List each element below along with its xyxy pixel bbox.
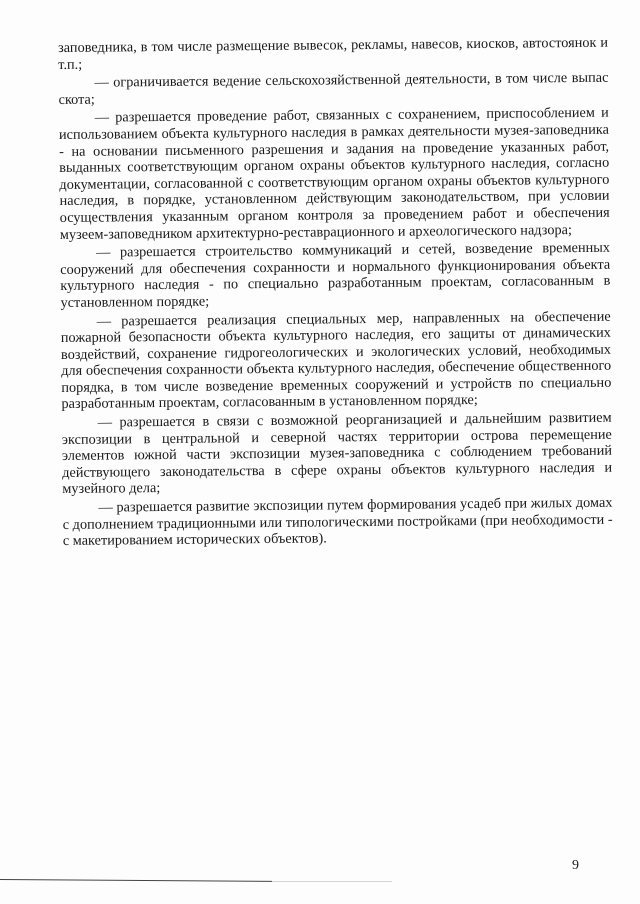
paragraph-continuation: заповедника, в том числе размещение вывесок, рекламы, навесов, киосков, автостоянок и т.п.; [58, 34, 609, 73]
bottom-divider-line [0, 879, 272, 882]
page-number: 9 [572, 858, 579, 873]
paragraph-preservation-works: — разрешается проведение работ, связанных с сохранением, приспособлением и использованием объекта культурного наследия в рамках деятельности музея-заповедника - на основании письменного разрешения и задания на проведение указанных работ, выданных соответствующим органом охраны объектов культурного наследия, согласно документации, согласованной с соответствующим органом охраны объектов культурного наследия, в порядке, установленном действующим законодательством, при условии осуществления указанным органом контроля за проведением работ и обеспечения музеем-заповедником архитектурно-реставрационного и археологического надзора; [58, 105, 610, 243]
body-text [58, 35, 613, 552]
paragraph-fire-safety-measures: — разрешается реализация специальных мер, направленных на обеспечение пожарной безопасности объекта культурного наследия, его защиты от динамических воздействий, сохранение гидрогеологических и экологических условий, необходимых для обеспечения сохранности объекта культурного наследия, обеспечение общественного порядка, в том числе возведение временных сооружений и устройств по специально разработанным проектам, согласованным в установленном порядке; [60, 308, 612, 413]
paragraph-exposition-development: — разрешается развитие экспозиции путем формирования усадеб при жилых домах с дополнением традиционными или типологическими постройками (при необходимости - с макетированием исторических объектов). [62, 494, 613, 550]
paragraph-communications-construction: — разрешается строительство коммуникаций и сетей, возведение временных сооружений для обеспечения сохранности и нормального функционирования объекта культурного наследия - по специально разработанным проектам, согласованным в установленном порядке; [60, 239, 611, 311]
paragraph-exposition-reorganization: — разрешается в связи с возможной реорганизацией и дальнейшим развитием экспозиции в центральной и северной частях территории острова перемещение элементов южной части экспозиции музея-заповедника с соблюдением требований действующего законодательства в сфере охраны объектов культурного наследия и музейного дела; [61, 409, 613, 498]
paragraph-agriculture-restriction: — ограничивается ведение сельскохозяйственной деятельности, в том числе выпас скота; [58, 69, 609, 108]
bottom-divider-fade [272, 881, 392, 882]
